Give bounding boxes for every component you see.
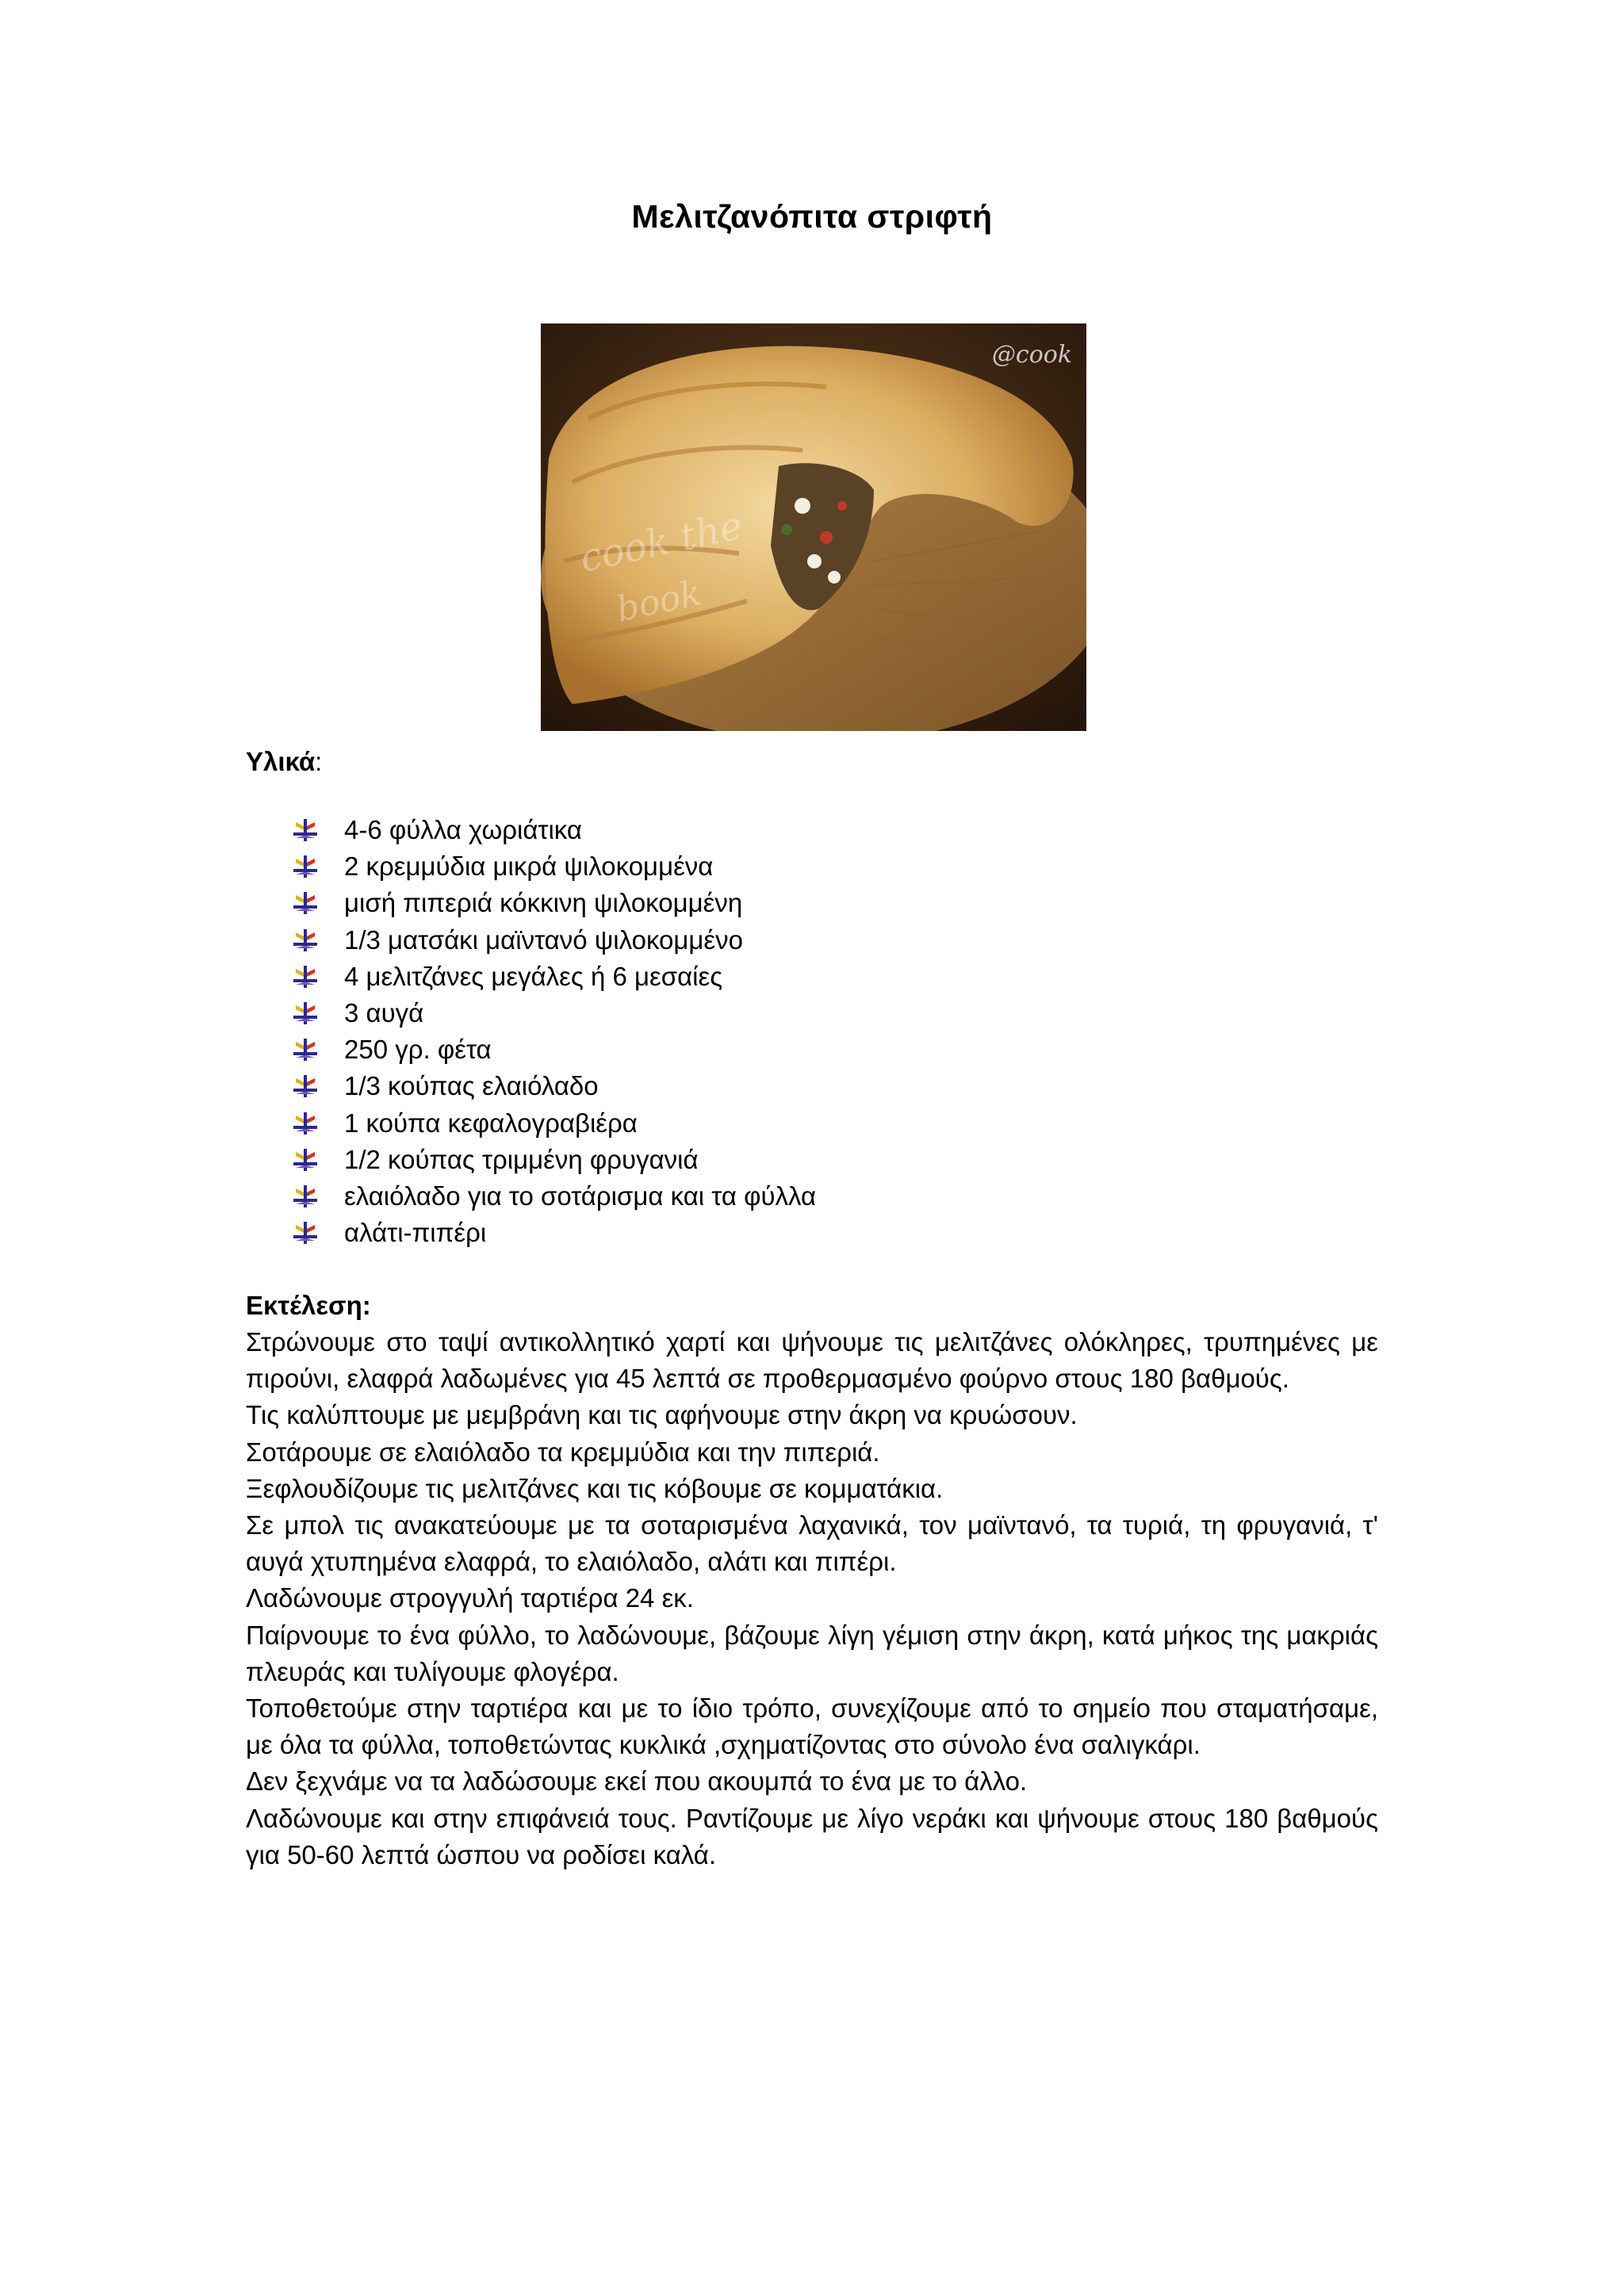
method-step: Τις καλύπτουμε με μεμβράνη και τις αφήνουμε στην άκρη να κρυώσουν. <box>246 1400 1078 1430</box>
method-heading-text: Εκτέλεση: <box>246 1291 371 1320</box>
ingredient-item <box>293 885 816 921</box>
ingredient-text: αλάτι-πιπέρι <box>344 1218 487 1248</box>
arrow-bullet-icon <box>293 966 317 988</box>
ingredient-text: 250 γρ. φέτα <box>344 1035 492 1065</box>
ingredient-text: 4-6 φύλλα χωριάτικα <box>344 815 582 844</box>
ingredients-heading-text: Υλικά <box>246 747 316 776</box>
ingredient-item <box>293 922 816 959</box>
ingredient-item <box>293 959 816 995</box>
method-step: Λαδώνουμε στρογγυλή ταρτιέρα 24 εκ. <box>246 1583 694 1613</box>
ingredient-item <box>293 1031 816 1068</box>
arrow-bullet-icon <box>293 855 317 878</box>
arrow-bullet-icon <box>293 1222 317 1244</box>
arrow-bullet-icon <box>293 1112 317 1135</box>
arrow-bullet-icon <box>293 1185 317 1207</box>
ingredient-text: μισή πιπεριά κόκκινη ψιλοκομμένη <box>344 888 743 918</box>
method-step: Τοποθετούμε στην ταρτιέρα και με το ίδιο τρόπο, συνεχίζουμε από το σημείο που σταματήσαμε, με όλα τα φύλλα, τοποθετώντας κυκλικά ,σχηματίζοντας στο σύνολο ένα σαλιγκάρι. <box>246 1693 1378 1760</box>
ingredients-heading <box>246 744 322 780</box>
pie-photo <box>541 323 1086 731</box>
watermark-mid: cook the <box>576 503 747 581</box>
ingredient-text: 1/2 κούπας τριμμένη φρυγανιά <box>344 1144 699 1174</box>
ingredient-item <box>293 1142 816 1178</box>
arrow-bullet-icon <box>293 1075 317 1097</box>
method-step: Σοτάρουμε σε ελαιόλαδο τα κρεμμύδια και την πιπεριά. <box>246 1437 880 1467</box>
method-step: Ξεφλουδίζουμε τις μελιτζάνες και τις κόβουμε σε κομματάκια. <box>246 1473 944 1503</box>
method-heading <box>246 1288 371 1324</box>
arrow-bullet-icon <box>293 1002 317 1024</box>
arrow-bullet-icon <box>293 819 317 841</box>
method-step: Δεν ξεχνάμε να τα λαδώσουμε εκεί που ακουμπά το ένα με το άλλο. <box>246 1766 1028 1797</box>
ingredient-item <box>293 1068 816 1104</box>
ingredients-heading-colon: : <box>315 747 323 776</box>
arrow-bullet-icon <box>293 929 317 951</box>
ingredient-text: ελαιόλαδο για το σοτάρισμα και τα φύλλα <box>344 1181 817 1211</box>
arrow-bullet-icon <box>293 1039 317 1061</box>
ingredient-text: 1 κούπα κεφαλογραβιέρα <box>344 1108 638 1138</box>
arrow-bullet-icon <box>293 1149 317 1171</box>
method-step: Σε μπολ τις ανακατεύουμε με τα σοταρισμένα λαχανικά, τον μαϊντανό, τα τυριά, τη φρυγανιά, τ' αυγά χτυπημένα ελαφρά, το ελαιόλαδο, αλάτι και πιπέρι. <box>246 1510 1378 1577</box>
watermark-top: @cook <box>991 341 1072 369</box>
ingredient-item <box>293 1215 816 1251</box>
ingredient-item <box>293 995 816 1031</box>
ingredient-text: 3 αυγά <box>344 998 424 1028</box>
ingredient-text: 1/3 ματσάκι μαϊντανό ψιλοκομμένο <box>344 924 743 955</box>
arrow-bullet-icon <box>293 892 317 914</box>
watermark-low: book <box>612 572 705 630</box>
ingredient-text: 1/3 κούπας ελαιόλαδο <box>344 1071 599 1101</box>
ingredient-item <box>293 1178 816 1215</box>
ingredient-item <box>293 812 816 848</box>
method-text <box>246 1324 1378 1873</box>
ingredients-list <box>293 812 816 1251</box>
method-step: Λαδώνουμε και στην επιφάνειά τους. Ραντίζουμε με λίγο νεράκι και ψήνουμε στους 180 βαθμούς για 50-60 λεπτά ώσπου να ροδίσει καλά. <box>246 1803 1378 1869</box>
ingredient-text: 2 κρεμμύδια μικρά ψιλοκομμένα <box>344 851 714 882</box>
ingredient-item <box>293 1105 816 1142</box>
method-step: Στρώνουμε στο ταψί αντικολλητικό χαρτί και ψήνουμε τις μελιτζάνες ολόκληρες, τρυπημένες με πιρούνι, ελαφρά λαδωμένες για 45 λεπτά σε προθερμασμένο φούρνο στους 180 βαθμούς. <box>246 1327 1378 1394</box>
ingredient-text: 4 μελιτζάνες μεγάλες ή 6 μεσαίες <box>344 961 723 991</box>
ingredient-item <box>293 848 816 885</box>
recipe-title: Μελιτζανόπιτα στριφτή <box>631 198 993 235</box>
method-step: Παίρνουμε το ένα φύλλο, το λαδώνουμε, βάζουμε λίγη γέμιση στην άκρη, κατά μήκος της μακριάς πλευράς και τυλίγουμε φλογέρα. <box>246 1620 1378 1686</box>
